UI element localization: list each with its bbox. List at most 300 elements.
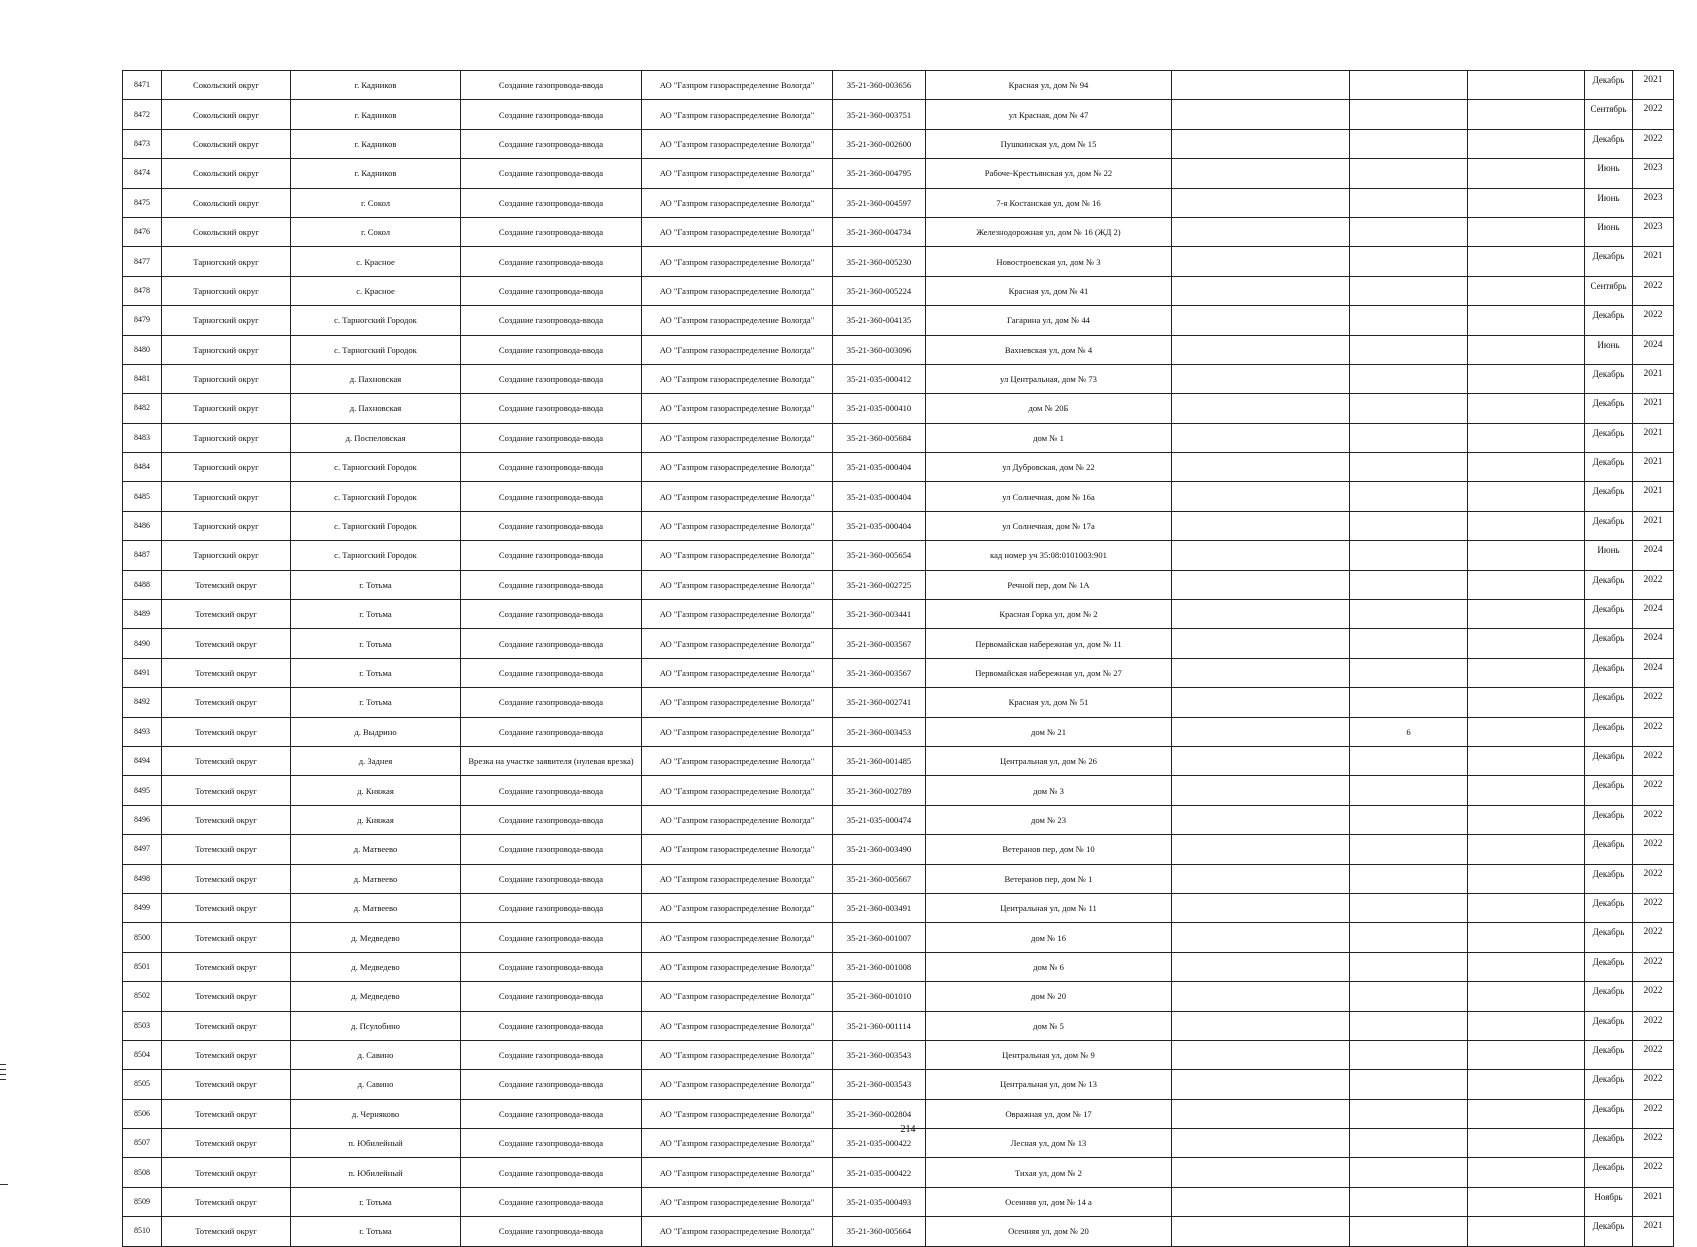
application-code-cell: 35-21-360-001010 [833,982,926,1011]
row-number-cell: 8478 [123,276,162,305]
organization-cell: АО "Газпром газораспределение Вологда" [642,688,833,717]
work-type-cell: Создание газопровода-ввода [461,247,642,276]
application-code-cell: 35-21-360-004795 [833,159,926,188]
column-11-cell [1468,658,1585,687]
address-cell: Первомайская набережная ул, дом № 27 [926,658,1172,687]
column-10-cell [1350,188,1468,217]
organization-cell: АО "Газпром газораспределение Вологда" [642,159,833,188]
month-cell: Декабрь [1585,864,1633,893]
locality-cell: д. Медведево [291,923,461,952]
month-cell: Декабрь [1585,805,1633,834]
column-9-cell [1172,129,1350,158]
application-code-cell: 35-21-360-001008 [833,952,926,981]
page-number: 214 [900,1124,916,1135]
column-9-cell [1172,600,1350,629]
organization-cell: АО "Газпром газораспределение Вологда" [642,511,833,540]
address-cell: Центральная ул, дом № 11 [926,893,1172,922]
row-number-cell: 8472 [123,100,162,129]
work-type-cell: Создание газопровода-ввода [461,276,642,305]
organization-cell: АО "Газпром газораспределение Вологда" [642,394,833,423]
locality-cell: с. Тарногский Городок [291,335,461,364]
year-cell: 2021 [1633,1217,1674,1246]
district-cell: Тарногский округ [162,276,291,305]
locality-cell: г. Тотьма [291,688,461,717]
column-11-cell [1468,746,1585,775]
address-cell: Вахневская ул, дом № 4 [926,335,1172,364]
organization-cell: АО "Газпром газораспределение Вологда" [642,1217,833,1246]
row-number-cell: 8493 [123,717,162,746]
address-cell: Ветеранов пер, дом № 1 [926,864,1172,893]
column-10-cell [1350,1070,1468,1099]
organization-cell: АО "Газпром газораспределение Вологда" [642,893,833,922]
organization-cell: АО "Газпром газораспределение Вологда" [642,453,833,482]
year-cell: 2022 [1633,893,1674,922]
column-10-cell [1350,511,1468,540]
month-cell: Декабрь [1585,776,1633,805]
column-10-cell [1350,805,1468,834]
locality-cell: г. Тотьма [291,629,461,658]
district-cell: Тотемский округ [162,893,291,922]
district-cell: Тарногский округ [162,335,291,364]
application-code-cell: 35-21-360-005654 [833,541,926,570]
application-code-cell: 35-21-035-000474 [833,805,926,834]
organization-cell: АО "Газпром газораспределение Вологда" [642,952,833,981]
month-cell: Декабрь [1585,952,1633,981]
organization-cell: АО "Газпром газораспределение Вологда" [642,570,833,599]
locality-cell: д. Савино [291,1040,461,1069]
column-9-cell [1172,893,1350,922]
address-cell: Красная Горка ул, дом № 2 [926,600,1172,629]
work-type-cell: Создание газопровода-ввода [461,511,642,540]
locality-cell: г. Кадников [291,71,461,100]
work-type-cell: Создание газопровода-ввода [461,717,642,746]
application-code-cell: 35-21-360-003567 [833,629,926,658]
year-cell: 2022 [1633,688,1674,717]
month-cell: Декабрь [1585,364,1633,393]
work-type-cell: Создание газопровода-ввода [461,129,642,158]
table-row [123,276,1674,305]
locality-cell: д. Княжая [291,805,461,834]
organization-cell: АО "Газпром газораспределение Вологда" [642,217,833,246]
organization-cell: АО "Газпром газораспределение Вологда" [642,1129,833,1158]
district-cell: Тотемский округ [162,952,291,981]
year-cell: 2023 [1633,159,1674,188]
application-code-cell: 35-21-035-000404 [833,482,926,511]
application-code-cell: 35-21-360-003491 [833,893,926,922]
address-cell: Рабоче-Крестьянская ул, дом № 22 [926,159,1172,188]
locality-cell: с. Тарногский Городок [291,511,461,540]
work-type-cell: Врезка на участке заявителя (нулевая врезка) [461,746,642,775]
organization-cell: АО "Газпром газораспределение Вологда" [642,1011,833,1040]
month-cell: Декабрь [1585,1011,1633,1040]
column-9-cell [1172,511,1350,540]
row-number-cell: 8475 [123,188,162,217]
work-type-cell: Создание газопровода-ввода [461,423,642,452]
row-number-cell: 8476 [123,217,162,246]
address-cell: Красная ул, дом № 41 [926,276,1172,305]
table-row [123,600,1674,629]
district-cell: Сокольский округ [162,71,291,100]
address-cell: ул Солнечная, дом № 16а [926,482,1172,511]
district-cell: Тотемский округ [162,835,291,864]
column-11-cell [1468,952,1585,981]
work-type-cell: Создание газопровода-ввода [461,923,642,952]
work-type-cell: Создание газопровода-ввода [461,306,642,335]
month-cell: Декабрь [1585,688,1633,717]
work-type-cell: Создание газопровода-ввода [461,71,642,100]
column-11-cell [1468,247,1585,276]
address-cell: дом № 1 [926,423,1172,452]
column-9-cell [1172,805,1350,834]
table-row [123,864,1674,893]
year-cell: 2024 [1633,600,1674,629]
work-type-cell: Создание газопровода-ввода [461,1099,642,1128]
organization-cell: АО "Газпром газораспределение Вологда" [642,835,833,864]
district-cell: Тарногский округ [162,511,291,540]
column-9-cell [1172,1040,1350,1069]
column-9-cell [1172,923,1350,952]
address-cell: дом № 16 [926,923,1172,952]
address-cell: Осенняя ул, дом № 14 а [926,1187,1172,1216]
table-body [123,71,1674,1247]
application-code-cell: 35-21-360-003441 [833,600,926,629]
month-cell: Декабрь [1585,511,1633,540]
year-cell: 2022 [1633,1070,1674,1099]
year-cell: 2022 [1633,129,1674,158]
column-10-cell [1350,423,1468,452]
district-cell: Тарногский округ [162,364,291,393]
address-cell: дом № 20 [926,982,1172,1011]
column-9-cell [1172,982,1350,1011]
column-11-cell [1468,835,1585,864]
column-11-cell [1468,364,1585,393]
address-cell: Овражная ул, дом № 17 [926,1099,1172,1128]
column-9-cell [1172,217,1350,246]
locality-cell: д. Савино [291,1070,461,1099]
column-11-cell [1468,482,1585,511]
table-row [123,717,1674,746]
year-cell: 2021 [1633,1187,1674,1216]
column-9-cell [1172,1129,1350,1158]
work-type-cell: Создание газопровода-ввода [461,335,642,364]
organization-cell: АО "Газпром газораспределение Вологда" [642,1158,833,1187]
column-10-cell [1350,952,1468,981]
column-11-cell [1468,71,1585,100]
month-cell: Декабрь [1585,717,1633,746]
column-11-cell [1468,1187,1585,1216]
district-cell: Тотемский округ [162,864,291,893]
month-cell: Декабрь [1585,247,1633,276]
column-9-cell [1172,159,1350,188]
table-row [123,306,1674,335]
address-cell: дом № 3 [926,776,1172,805]
column-10-cell [1350,746,1468,775]
row-number-cell: 8474 [123,159,162,188]
district-cell: Сокольский округ [162,159,291,188]
address-cell: Центральная ул, дом № 9 [926,1040,1172,1069]
month-cell: Сентябрь [1585,276,1633,305]
column-9-cell [1172,482,1350,511]
application-code-cell: 35-21-360-001114 [833,1011,926,1040]
row-number-cell: 8488 [123,570,162,599]
column-9-cell [1172,1070,1350,1099]
month-cell: Декабрь [1585,835,1633,864]
column-11-cell [1468,776,1585,805]
month-cell: Декабрь [1585,1040,1633,1069]
column-10-cell [1350,100,1468,129]
column-11-cell [1468,982,1585,1011]
address-cell: Центральная ул, дом № 26 [926,746,1172,775]
district-cell: Тотемский округ [162,1099,291,1128]
column-10-cell [1350,364,1468,393]
locality-cell: г. Тотьма [291,600,461,629]
table-row [123,394,1674,423]
application-code-cell: 35-21-360-003490 [833,835,926,864]
column-10-cell [1350,982,1468,1011]
district-cell: Тотемский округ [162,1011,291,1040]
district-cell: Сокольский округ [162,129,291,158]
address-cell: ул Дубровская, дом № 22 [926,453,1172,482]
column-9-cell [1172,247,1350,276]
locality-cell: с. Тарногский Городок [291,482,461,511]
address-cell: Красная ул, дом № 51 [926,688,1172,717]
locality-cell: с. Тарногский Городок [291,453,461,482]
address-cell: Ветеранов пер, дом № 10 [926,835,1172,864]
column-11-cell [1468,1011,1585,1040]
district-cell: Тотемский округ [162,1158,291,1187]
column-10-cell [1350,923,1468,952]
locality-cell: с. Тарногский Городок [291,306,461,335]
row-number-cell: 8494 [123,746,162,775]
year-cell: 2024 [1633,541,1674,570]
column-9-cell [1172,952,1350,981]
organization-cell: АО "Газпром газораспределение Вологда" [642,658,833,687]
column-10-cell [1350,129,1468,158]
application-code-cell: 35-21-360-003096 [833,335,926,364]
address-cell: ул Красная, дом № 47 [926,100,1172,129]
organization-cell: АО "Газпром газораспределение Вологда" [642,864,833,893]
month-cell: Декабрь [1585,423,1633,452]
month-cell: Декабрь [1585,658,1633,687]
district-cell: Сокольский округ [162,100,291,129]
column-9-cell [1172,364,1350,393]
district-cell: Тотемский округ [162,1040,291,1069]
year-cell: 2021 [1633,423,1674,452]
table-row [123,482,1674,511]
year-cell: 2021 [1633,71,1674,100]
locality-cell: г. Сокол [291,217,461,246]
locality-cell: д. Псулобино [291,1011,461,1040]
column-11-cell [1468,717,1585,746]
year-cell: 2022 [1633,923,1674,952]
work-type-cell: Создание газопровода-ввода [461,658,642,687]
organization-cell: АО "Газпром газораспределение Вологда" [642,1040,833,1069]
column-11-cell [1468,394,1585,423]
locality-cell: п. Юбилейный [291,1129,461,1158]
application-code-cell: 35-21-035-000412 [833,364,926,393]
application-code-cell: 35-21-035-000410 [833,394,926,423]
column-10-cell [1350,453,1468,482]
column-10-cell [1350,629,1468,658]
work-type-cell: Создание газопровода-ввода [461,952,642,981]
organization-cell: АО "Газпром газораспределение Вологда" [642,423,833,452]
table-row [123,629,1674,658]
year-cell: 2022 [1633,746,1674,775]
column-9-cell [1172,100,1350,129]
column-10-cell [1350,71,1468,100]
column-10-cell [1350,1040,1468,1069]
address-cell: дом № 6 [926,952,1172,981]
address-cell: ул Солнечная, дом № 17а [926,511,1172,540]
month-cell: Декабрь [1585,71,1633,100]
address-cell: дом № 23 [926,805,1172,834]
month-cell: Декабрь [1585,1099,1633,1128]
column-9-cell [1172,1187,1350,1216]
year-cell: 2022 [1633,805,1674,834]
month-cell: Ноябрь [1585,1187,1633,1216]
organization-cell: АО "Газпром газораспределение Вологда" [642,776,833,805]
row-number-cell: 8484 [123,453,162,482]
locality-cell: г. Тотьма [291,658,461,687]
organization-cell: АО "Газпром газораспределение Вологда" [642,1187,833,1216]
column-9-cell [1172,1217,1350,1246]
column-11-cell [1468,159,1585,188]
table-row [123,71,1674,100]
district-cell: Сокольский округ [162,217,291,246]
organization-cell: АО "Газпром газораспределение Вологда" [642,1070,833,1099]
locality-cell: с. Тарногский Городок [291,541,461,570]
column-10-cell [1350,864,1468,893]
row-number-cell: 8492 [123,688,162,717]
row-number-cell: 8501 [123,952,162,981]
row-number-cell: 8480 [123,335,162,364]
row-number-cell: 8507 [123,1129,162,1158]
year-cell: 2022 [1633,1129,1674,1158]
table-row [123,570,1674,599]
year-cell: 2022 [1633,776,1674,805]
table-row [123,658,1674,687]
column-11-cell [1468,1129,1585,1158]
locality-cell: д. Медведево [291,952,461,981]
row-number-cell: 8509 [123,1187,162,1216]
address-cell: Центральная ул, дом № 13 [926,1070,1172,1099]
work-type-cell: Создание газопровода-ввода [461,453,642,482]
table-row [123,423,1674,452]
application-code-cell: 35-21-360-001485 [833,746,926,775]
column-10-cell [1350,482,1468,511]
year-cell: 2021 [1633,482,1674,511]
address-cell: 7-я Костанская ул, дом № 16 [926,188,1172,217]
table-row [123,100,1674,129]
organization-cell: АО "Газпром газораспределение Вологда" [642,541,833,570]
row-number-cell: 8510 [123,1217,162,1246]
district-cell: Тотемский округ [162,570,291,599]
address-cell: Тихая ул, дом № 2 [926,1158,1172,1187]
column-11-cell [1468,570,1585,599]
column-11-cell [1468,1158,1585,1187]
month-cell: Декабрь [1585,982,1633,1011]
year-cell: 2022 [1633,1040,1674,1069]
column-9-cell [1172,335,1350,364]
organization-cell: АО "Газпром газораспределение Вологда" [642,805,833,834]
column-11-cell [1468,1217,1585,1246]
column-10-cell [1350,688,1468,717]
district-cell: Тотемский округ [162,717,291,746]
column-10-cell [1350,276,1468,305]
locality-cell: д. Черняково [291,1099,461,1128]
margin-mark [0,1064,6,1065]
margin-mark [0,1184,8,1185]
work-type-cell: Создание газопровода-ввода [461,688,642,717]
column-10-cell [1350,1129,1468,1158]
address-cell: ул Центральная, дом № 73 [926,364,1172,393]
organization-cell: АО "Газпром газораспределение Вологда" [642,982,833,1011]
column-9-cell [1172,570,1350,599]
work-type-cell: Создание газопровода-ввода [461,1011,642,1040]
column-11-cell [1468,1099,1585,1128]
address-cell: Речной пер, дом № 1А [926,570,1172,599]
column-10-cell [1350,306,1468,335]
work-type-cell: Создание газопровода-ввода [461,629,642,658]
row-number-cell: 8496 [123,805,162,834]
address-cell: кад номер уч 35:08:0101003:901 [926,541,1172,570]
column-9-cell [1172,188,1350,217]
year-cell: 2022 [1633,982,1674,1011]
district-cell: Тотемский округ [162,629,291,658]
table-row [123,893,1674,922]
column-9-cell [1172,746,1350,775]
column-11-cell [1468,276,1585,305]
year-cell: 2024 [1633,629,1674,658]
organization-cell: АО "Газпром газораспределение Вологда" [642,600,833,629]
address-cell: Первомайская набережная ул, дом № 11 [926,629,1172,658]
organization-cell: АО "Газпром газораспределение Вологда" [642,1099,833,1128]
row-number-cell: 8486 [123,511,162,540]
year-cell: 2022 [1633,835,1674,864]
column-9-cell [1172,453,1350,482]
column-9-cell [1172,1158,1350,1187]
application-code-cell: 35-21-360-004597 [833,188,926,217]
row-number-cell: 8500 [123,923,162,952]
column-10-cell [1350,1217,1468,1246]
month-cell: Июнь [1585,217,1633,246]
column-9-cell [1172,71,1350,100]
district-cell: Тарногский округ [162,394,291,423]
work-type-cell: Создание газопровода-ввода [461,805,642,834]
column-11-cell [1468,688,1585,717]
work-type-cell: Создание газопровода-ввода [461,982,642,1011]
column-10-cell [1350,776,1468,805]
year-cell: 2024 [1633,658,1674,687]
column-11-cell [1468,511,1585,540]
column-10-cell [1350,658,1468,687]
row-number-cell: 8503 [123,1011,162,1040]
application-code-cell: 35-21-035-000422 [833,1158,926,1187]
table-row [123,159,1674,188]
month-cell: Сентябрь [1585,100,1633,129]
month-cell: Декабрь [1585,893,1633,922]
column-9-cell [1172,688,1350,717]
column-9-cell [1172,541,1350,570]
district-cell: Тотемский округ [162,746,291,775]
column-10-cell [1350,1187,1468,1216]
locality-cell: с. Красное [291,247,461,276]
column-11-cell [1468,600,1585,629]
locality-cell: г. Тотьма [291,570,461,599]
column-10-cell [1350,600,1468,629]
row-number-cell: 8471 [123,71,162,100]
organization-cell: АО "Газпром газораспределение Вологда" [642,276,833,305]
